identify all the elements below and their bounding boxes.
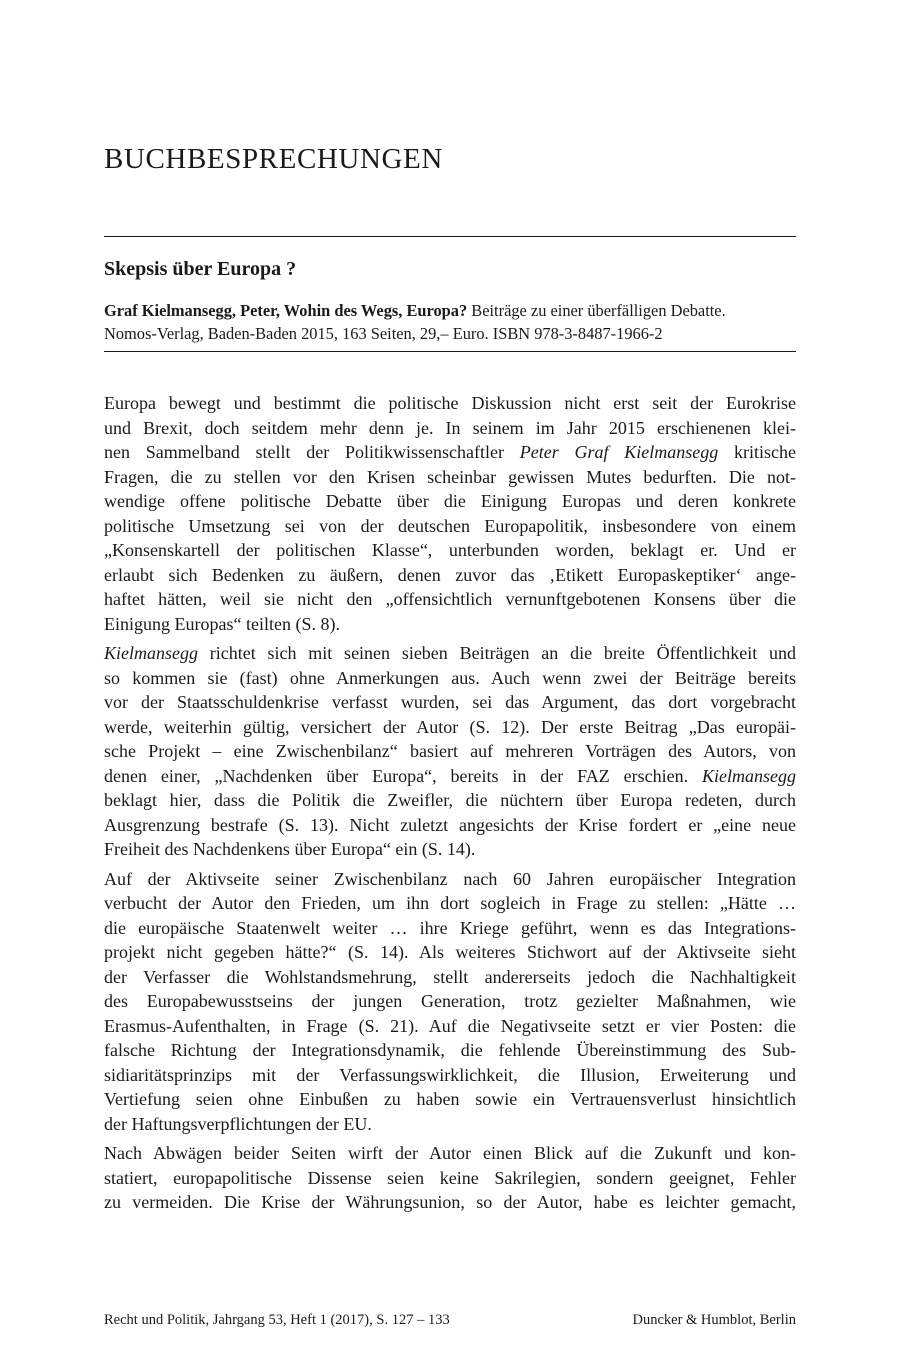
footer-publisher: Duncker & Humblot, Berlin	[632, 1312, 796, 1328]
page-footer	[104, 1312, 796, 1329]
text-line: werde, weiterhin gültig, versichert der Autor (S. 12). Der erste Beitrag „Das europäi-	[104, 716, 796, 737]
text-line: der Haftungsverpflichtungen der EU.	[104, 1113, 372, 1134]
text-line: falsche Richtung der Integrationsdynamik, die fehlende Übereinstimmung des Sub-	[104, 1040, 796, 1060]
text-line: Nach Abwägen beider Seiten wirft der Autor einen Blick auf die Zukunft und kon-	[104, 1143, 796, 1163]
text-line: denen einer, „Nachdenken über Europa“, bereits in der FAZ erschien. Kielmansegg	[104, 765, 796, 786]
review-body	[104, 391, 796, 1220]
italic-name: Peter Graf Kielmansegg	[519, 442, 719, 462]
text-line: Freiheit des Nachdenkens über Europa“ ein (S. 14).	[104, 839, 476, 859]
text-line: der Verfasser die Wohlstandsmehrung, stellt andererseits jedoch die Nachhaltigkeit	[104, 966, 796, 987]
text-line: wendige offene politische Debatte über die Einigung Europas und deren konkrete	[104, 491, 796, 511]
text-line: und Brexit, doch seitdem mehr denn je. In seinem im Jahr 2015 erschienenen klei-	[104, 417, 796, 438]
text-line: erlaubt sich Bedenken zu äußern, denen zuvor das ‚Etikett Europaskeptiker‘ ange-	[104, 564, 796, 585]
text-line: projekt nicht gegeben hätte?“ (S. 14). Als weiteres Stichwort auf der Aktivseite sieht	[104, 942, 796, 962]
text-line: so kommen sie (fast) ohne Anmerkungen aus. Auch wenn zwei der Beiträge bereits	[104, 667, 796, 688]
text-line: sidiaritätsprinzips mit der Verfassungswirklichkeit, die Illusion, Erweiterung und	[104, 1064, 796, 1085]
text-line: Fragen, die zu stellen vor den Krisen scheinbar gewissen Mutes bedurften. Die not-	[104, 466, 796, 487]
text-line: des Europabewusstseins der jungen Generation, trotz gezielter Maßnahmen, wie	[104, 991, 796, 1011]
section-title: BUCHBESPRECHUNGEN	[104, 143, 443, 175]
biblio-subtitle: Beiträge zu einer überfälligen Debatte.	[467, 301, 726, 320]
text-line: zu vermeiden. Die Krise der Währungsunion, so der Autor, habe es leichter gemacht,	[104, 1192, 796, 1212]
body-paragraph	[104, 391, 796, 636]
top-divider	[104, 236, 796, 237]
body-paragraph	[104, 1141, 796, 1215]
bottom-divider	[104, 351, 796, 352]
text-line: Ausgrenzung bestrafe (S. 13). Nicht zuletzt angesichts der Krise fordert er „eine neue	[104, 814, 796, 835]
text-line: vor der Staatsschuldenkrise verfasst wurden, sei das Argument, das dort vorgebracht	[104, 692, 796, 712]
text-line: haftet hätten, weil sie nicht den „offensichtlich vernunftgebotenen Konsens über die	[104, 589, 796, 609]
footer-citation: Recht und Politik, Jahrgang 53, Heft 1 (2017), S. 127 – 133	[104, 1312, 450, 1328]
biblio-line-2: Nomos-Verlag, Baden-Baden 2015, 163 Seiten, 29,– Euro. ISBN 978-3-8487-1966-2	[104, 324, 663, 343]
text-line: Europa bewegt und bestimmt die politische Diskussion nicht erst seit der Eurokrise	[104, 393, 796, 413]
text-line: nen Sammelband stellt der Politikwissenschaftler Peter Graf Kielmansegg kritische	[104, 442, 796, 462]
biblio-author-title: Graf Kielmansegg, Peter, Wohin des Wegs, Europa?	[104, 301, 468, 320]
text-line: die europäische Staatenwelt weiter … ihre Kriege geführt, wenn es das Integrations-	[104, 917, 796, 938]
text-line: Einigung Europas“ teilten (S. 8).	[104, 613, 340, 634]
text-line: „Konsenskartell der politischen Klasse“, unterbunden worden, beklagt er. Und er	[104, 540, 796, 560]
text-line: beklagt hier, dass die Politik die Zweifler, die nüchtern über Europa redeten, durch	[104, 790, 796, 810]
text-line: statiert, europapolitische Dissense seien keine Sakrilegien, sondern geeignet, Fehler	[104, 1167, 796, 1188]
italic-name: Kielmansegg	[702, 765, 796, 786]
text-line: Vertiefung seien ohne Einbußen zu haben sowie ein Vertrauensverlust hinsichtlich	[104, 1089, 796, 1109]
body-paragraph	[104, 641, 796, 862]
text-line: sche Projekt – eine Zwischenbilanz“ basiert auf mehreren Vorträgen des Autors, von	[104, 741, 796, 761]
text-line: Erasmus-Aufenthalten, in Frage (S. 21). Auf die Negativseite setzt er vier Posten: die	[104, 1015, 796, 1036]
text-line: politische Umsetzung sei von der deutschen Europapolitik, insbesondere von einem	[104, 515, 796, 536]
body-paragraph	[104, 867, 796, 1137]
italic-name: Kielmansegg	[104, 643, 198, 663]
review-title: Skepsis über Europa ?	[104, 258, 297, 280]
text-line: Auf der Aktivseite seiner Zwischenbilanz nach 60 Jahren europäischer Integration	[104, 868, 796, 889]
text-line: Kielmansegg richtet sich mit seinen sieben Beiträgen an die breite Öffentlichkeit und	[104, 643, 796, 663]
text-line: verbucht der Autor den Frieden, um ihn dort sogleich in Frage zu stellen: „Hätte …	[104, 893, 796, 913]
biblio-line-1	[104, 299, 796, 322]
bibliographic-entry	[104, 299, 796, 345]
